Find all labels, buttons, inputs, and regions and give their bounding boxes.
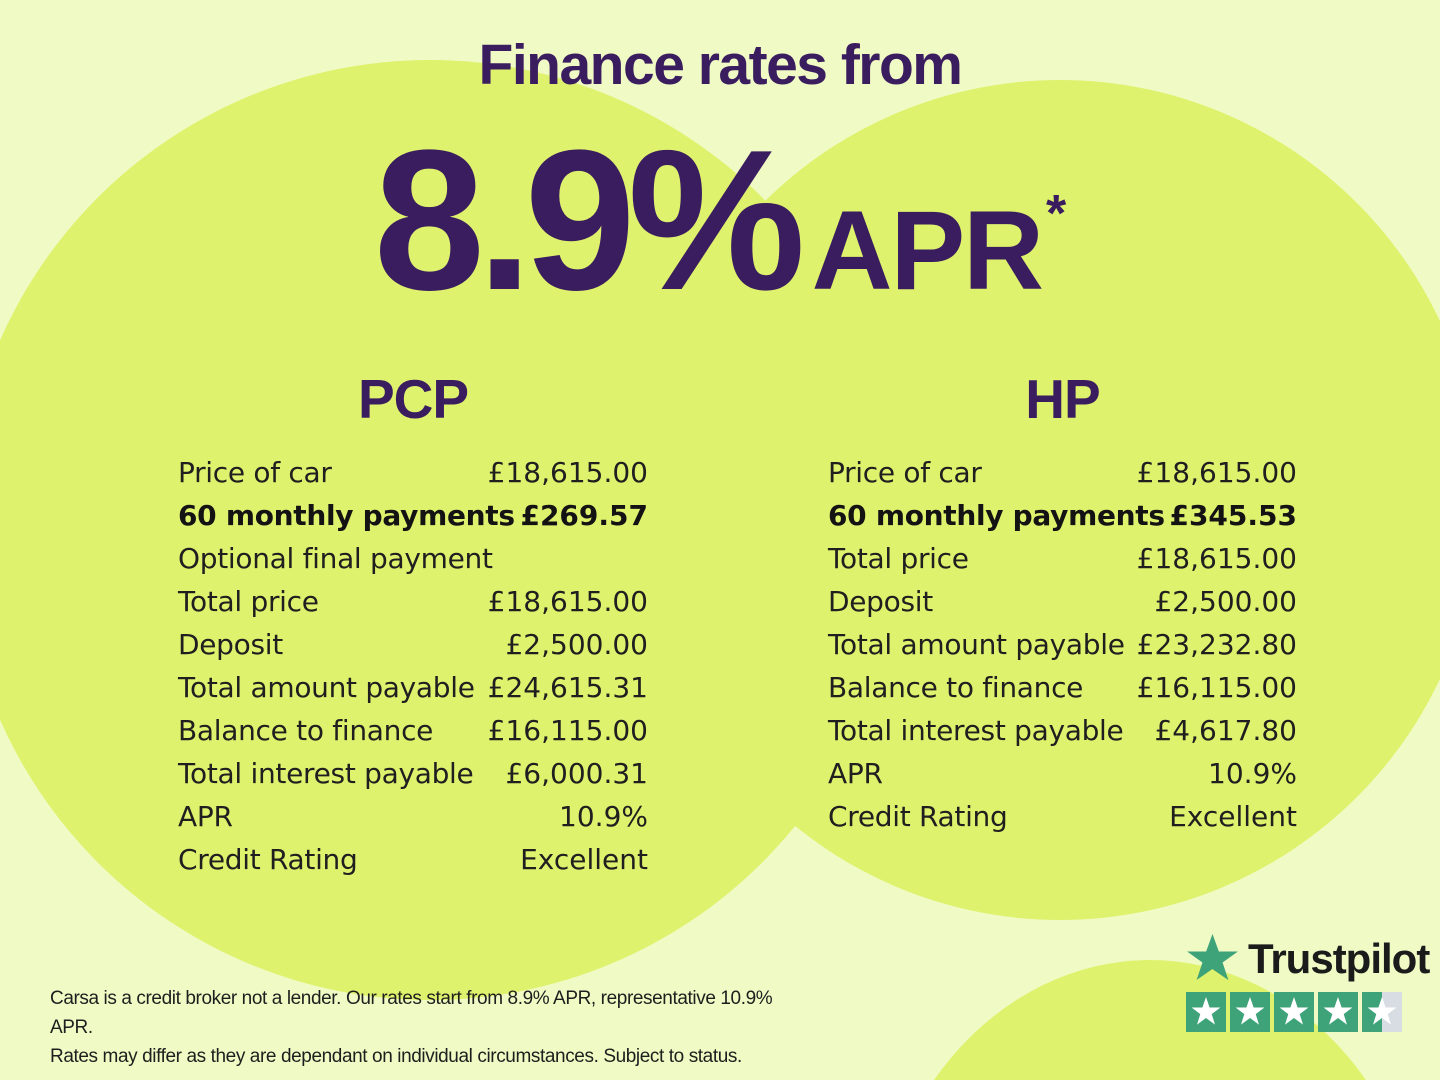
- hp-table-heading: HP: [1025, 368, 1100, 430]
- rating-star-full-icon: [1230, 992, 1270, 1032]
- table-row: [178, 494, 648, 537]
- hp-finance-table: [828, 368, 1297, 838]
- row-label: Balance to finance: [178, 714, 434, 747]
- row-value: £18,615.00: [1136, 456, 1297, 489]
- disclaimer-text: [50, 984, 810, 1071]
- row-value: £345.53: [1169, 499, 1297, 532]
- row-value: £2,500.00: [1154, 585, 1297, 618]
- table-row: [178, 451, 648, 494]
- row-value: £23,232.80: [1136, 628, 1297, 661]
- trustpilot-widget[interactable]: [1186, 934, 1429, 1032]
- rate-unit: APR: [811, 188, 1043, 313]
- table-row: [828, 752, 1297, 795]
- row-label: Total interest payable: [178, 757, 474, 790]
- row-label: Credit Rating: [178, 843, 358, 876]
- table-row: [178, 838, 648, 881]
- row-value: 10.9%: [559, 800, 648, 833]
- row-label: Balance to finance: [828, 671, 1084, 704]
- table-row: [178, 623, 648, 666]
- trustpilot-logo: [1186, 934, 1429, 984]
- page-title: Finance rates from: [478, 33, 962, 97]
- row-value: £2,500.00: [505, 628, 648, 661]
- row-label: Optional final payment: [178, 542, 493, 575]
- table-row: [828, 666, 1297, 709]
- rating-star-full-icon: [1186, 992, 1226, 1032]
- rate-asterisk: *: [1046, 185, 1067, 243]
- row-label: Total price: [828, 542, 969, 575]
- row-label: Price of car: [178, 456, 332, 489]
- hp-table-rows: [828, 451, 1297, 838]
- table-row: [178, 580, 648, 623]
- row-value: £24,615.31: [487, 671, 648, 704]
- headline-rate: [373, 109, 1067, 332]
- row-label: Total amount payable: [828, 628, 1125, 661]
- table-row: [178, 537, 648, 580]
- row-value: 10.9%: [1208, 757, 1297, 790]
- trustpilot-rating-stars: [1186, 992, 1429, 1032]
- table-row: [828, 537, 1297, 580]
- row-value: £269.57: [520, 499, 648, 532]
- row-label: Price of car: [828, 456, 982, 489]
- table-row: [828, 623, 1297, 666]
- pcp-finance-table: [178, 368, 648, 881]
- trustpilot-star-shadow: [1213, 966, 1229, 980]
- row-value: Excellent: [1169, 800, 1297, 833]
- table-row: [828, 709, 1297, 752]
- table-row: [178, 709, 648, 752]
- pcp-table-rows: [178, 451, 648, 881]
- table-row: [178, 795, 648, 838]
- row-label: 60 monthly payments: [178, 499, 515, 532]
- trustpilot-wordmark: Trustpilot: [1248, 935, 1430, 982]
- row-value: £18,615.00: [1136, 542, 1297, 575]
- table-row: [828, 580, 1297, 623]
- row-label: Total price: [178, 585, 319, 618]
- row-value: £4,617.80: [1154, 714, 1297, 747]
- row-label: Deposit: [828, 585, 933, 618]
- table-row: [178, 752, 648, 795]
- row-value: £6,000.31: [505, 757, 648, 790]
- row-value: £16,115.00: [487, 714, 648, 747]
- table-row: [828, 795, 1297, 838]
- pcp-table-heading: PCP: [357, 368, 469, 430]
- table-row: [178, 666, 648, 709]
- rating-star-full-icon: [1318, 992, 1358, 1032]
- disclaimer-line-1: Carsa is a credit broker not a lender. Our rates start from 8.9% APR, representative 10.9% APR.: [50, 988, 773, 1038]
- disclaimer-line-2: Rates may differ as they are dependant on individual circumstances. Subject to status.: [50, 1046, 742, 1067]
- row-value: £18,615.00: [487, 585, 648, 618]
- row-label: APR: [178, 800, 233, 833]
- row-value: Excellent: [520, 843, 648, 876]
- table-row: [828, 451, 1297, 494]
- row-label: 60 monthly payments: [828, 499, 1165, 532]
- row-label: Deposit: [178, 628, 283, 661]
- table-row: [828, 494, 1297, 537]
- row-value: £16,115.00: [1136, 671, 1297, 704]
- row-label: Credit Rating: [828, 800, 1008, 833]
- row-label: Total amount payable: [178, 671, 475, 704]
- trustpilot-star-icon: [1186, 934, 1239, 984]
- rating-star-half-icon: [1362, 992, 1402, 1032]
- row-label: Total interest payable: [828, 714, 1124, 747]
- row-label: APR: [828, 757, 883, 790]
- rate-value: 8.9%: [373, 109, 798, 332]
- rating-star-full-icon: [1274, 992, 1314, 1032]
- row-value: £18,615.00: [487, 456, 648, 489]
